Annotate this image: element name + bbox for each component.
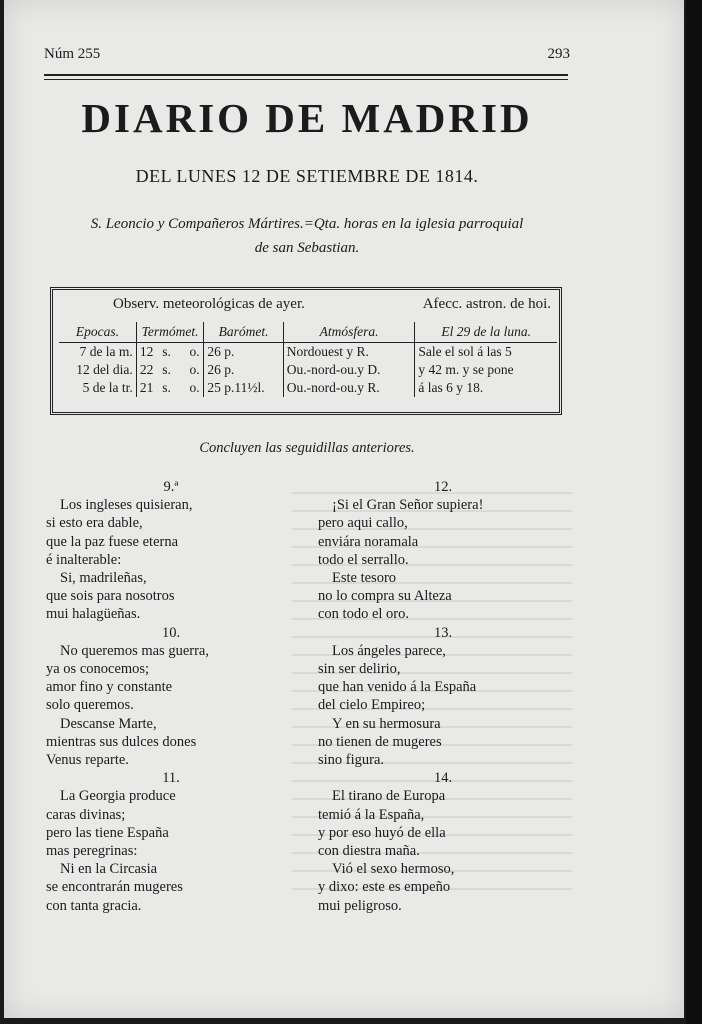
verse-line: Los ángeles parece, [332,642,446,659]
verse-line: enviára noramala [318,533,419,550]
table-row [59,361,557,379]
verse-line: con todo el oro. [318,606,410,623]
cell-term: 22 [136,361,159,379]
weather-table [59,322,557,397]
stanza-number: 13. [433,624,453,641]
page-header [44,46,570,66]
cell-o: o. [189,362,200,377]
verse-line: ¡Si el Gran Señor supiera! [332,497,484,514]
cell-term: 21 [136,379,159,397]
verse-line: se encontrarán mugeres [46,879,183,896]
meteorological-heading: Observ. meteorológicas de ayer. [113,296,305,312]
table-row [59,379,557,397]
poem-column-left [46,478,286,915]
verse-line: solo queremos. [46,697,134,714]
cell-epoca: 12 del dia. [76,362,133,377]
cell-luna: á las 6 y 18. [415,379,557,397]
verse-line: temió á la España, [318,806,425,823]
header-rule-top [44,74,568,76]
verse-line: El tirano de Europa [332,788,446,805]
astronomical-heading: Afecc. astron. de hoi. [422,296,551,312]
cell-term: 12 [136,343,159,362]
verse-line: todo el serrallo. [318,551,409,568]
verse-line: con diestra maña. [318,843,420,860]
stanza-number: 10. [161,624,181,641]
cell-s: s. [162,362,171,377]
verse-line: é inalterable: [46,551,122,568]
col-header-luna: El 29 de la luna. [415,322,557,343]
weather-header-row [59,322,557,343]
cell-baro: 26 p. [204,343,283,362]
page-number: 293 [547,46,570,62]
verse-line: del cielo Empireo; [318,697,426,714]
stanza-number: 14. [433,770,453,787]
verse-line: No queremos mas guerra, [60,642,209,659]
verse-line: si esto era dable, [46,515,143,532]
section-subtitle: Concluyen las seguidillas anteriores. [199,440,415,456]
verse-line: La Georgia produce [60,788,176,805]
verse-line: pero aqui callo, [318,515,408,532]
cell-baro: 26 p. [204,361,283,379]
col-header-epocas: Epocas. [59,322,136,343]
cell-o: o. [189,380,200,395]
verse-line: mientras sus dulces dones [46,733,197,750]
verse-line: amor fino y constante [46,679,173,696]
verse-line: y por eso huyó de ella [318,824,446,841]
cell-s: s. [162,380,171,395]
verse-line: sino figura. [318,752,385,769]
stanza-number: 11. [162,770,180,787]
verse-line: que han venido á la España [318,679,477,696]
saint-line: de san Sebastian. [254,240,360,256]
header-rule-bottom [44,79,568,80]
verse-line: sin ser delirio, [318,661,401,678]
cell-epoca: 5 de la tr. [82,380,133,395]
saint-line: S. Leoncio y Compañeros Mártires.=Qta. horas en la iglesia parroquial [90,216,524,232]
table-row [59,343,557,362]
col-header-atmosfera: Atmósfera. [283,322,415,343]
cell-luna: Sale el sol á las 5 [415,343,557,362]
verse-line: no tienen de mugeres [318,733,442,750]
stanza-number: 12. [433,479,453,495]
issue-date: DEL LUNES 12 DE SETIEMBRE DE 1814. [135,166,479,186]
cell-luna: y 42 m. y se pone [415,361,557,379]
verse-line: Y en su hermosura [332,715,441,732]
issue-number: Núm 255 [44,46,101,62]
verse-line: pero las tiene España [46,824,169,841]
verse-line: Si, madrileñas, [60,570,147,587]
verse-line: mas peregrinas: [46,843,138,860]
verse-line: Los ingleses quisieran, [60,497,193,514]
cell-atm: Nordouest y R. [283,343,415,362]
verse-line: Vió el sexo hermoso, [332,861,455,878]
verse-line: caras divinas; [46,806,126,823]
stanza-number: 9.ª [163,479,179,495]
masthead-title: DIARIO DE MADRID [81,95,533,141]
cell-atm: Ou.-nord-ou.y D. [283,361,415,379]
col-header-termometro: Termómet. [136,322,204,343]
cell-epoca: 7 de la m. [79,344,133,359]
verse-line: que sois para nosotros [46,588,175,605]
verse-line: ya os conocemos; [46,661,150,678]
verse-line: Ni en la Circasia [60,861,158,878]
cell-atm: Ou.-nord-ou.y R. [283,379,415,397]
poem-column-right [318,478,558,915]
verse-line: mui peligroso. [318,897,402,914]
verse-line: con tanta gracia. [46,897,142,914]
verse-line: Venus reparte. [46,752,129,769]
verse-line: Descanse Marte, [60,715,157,732]
verse-line: no lo compra su Alteza [318,588,452,605]
cell-baro: 25 p.11½l. [204,379,283,397]
cell-o: o. [189,344,200,359]
saint-of-day [40,212,574,260]
verse-line: Este tesoro [332,570,397,587]
cell-s: s. [162,344,171,359]
verse-line: mui halagüeñas. [46,606,141,623]
col-header-barometro: Barómet. [204,322,283,343]
weather-table-box [50,287,562,415]
verse-line: y dixo: este es empeño [318,879,451,896]
page-edge-shadow [686,0,702,1024]
verse-line: que la paz fuese eterna [46,533,179,550]
